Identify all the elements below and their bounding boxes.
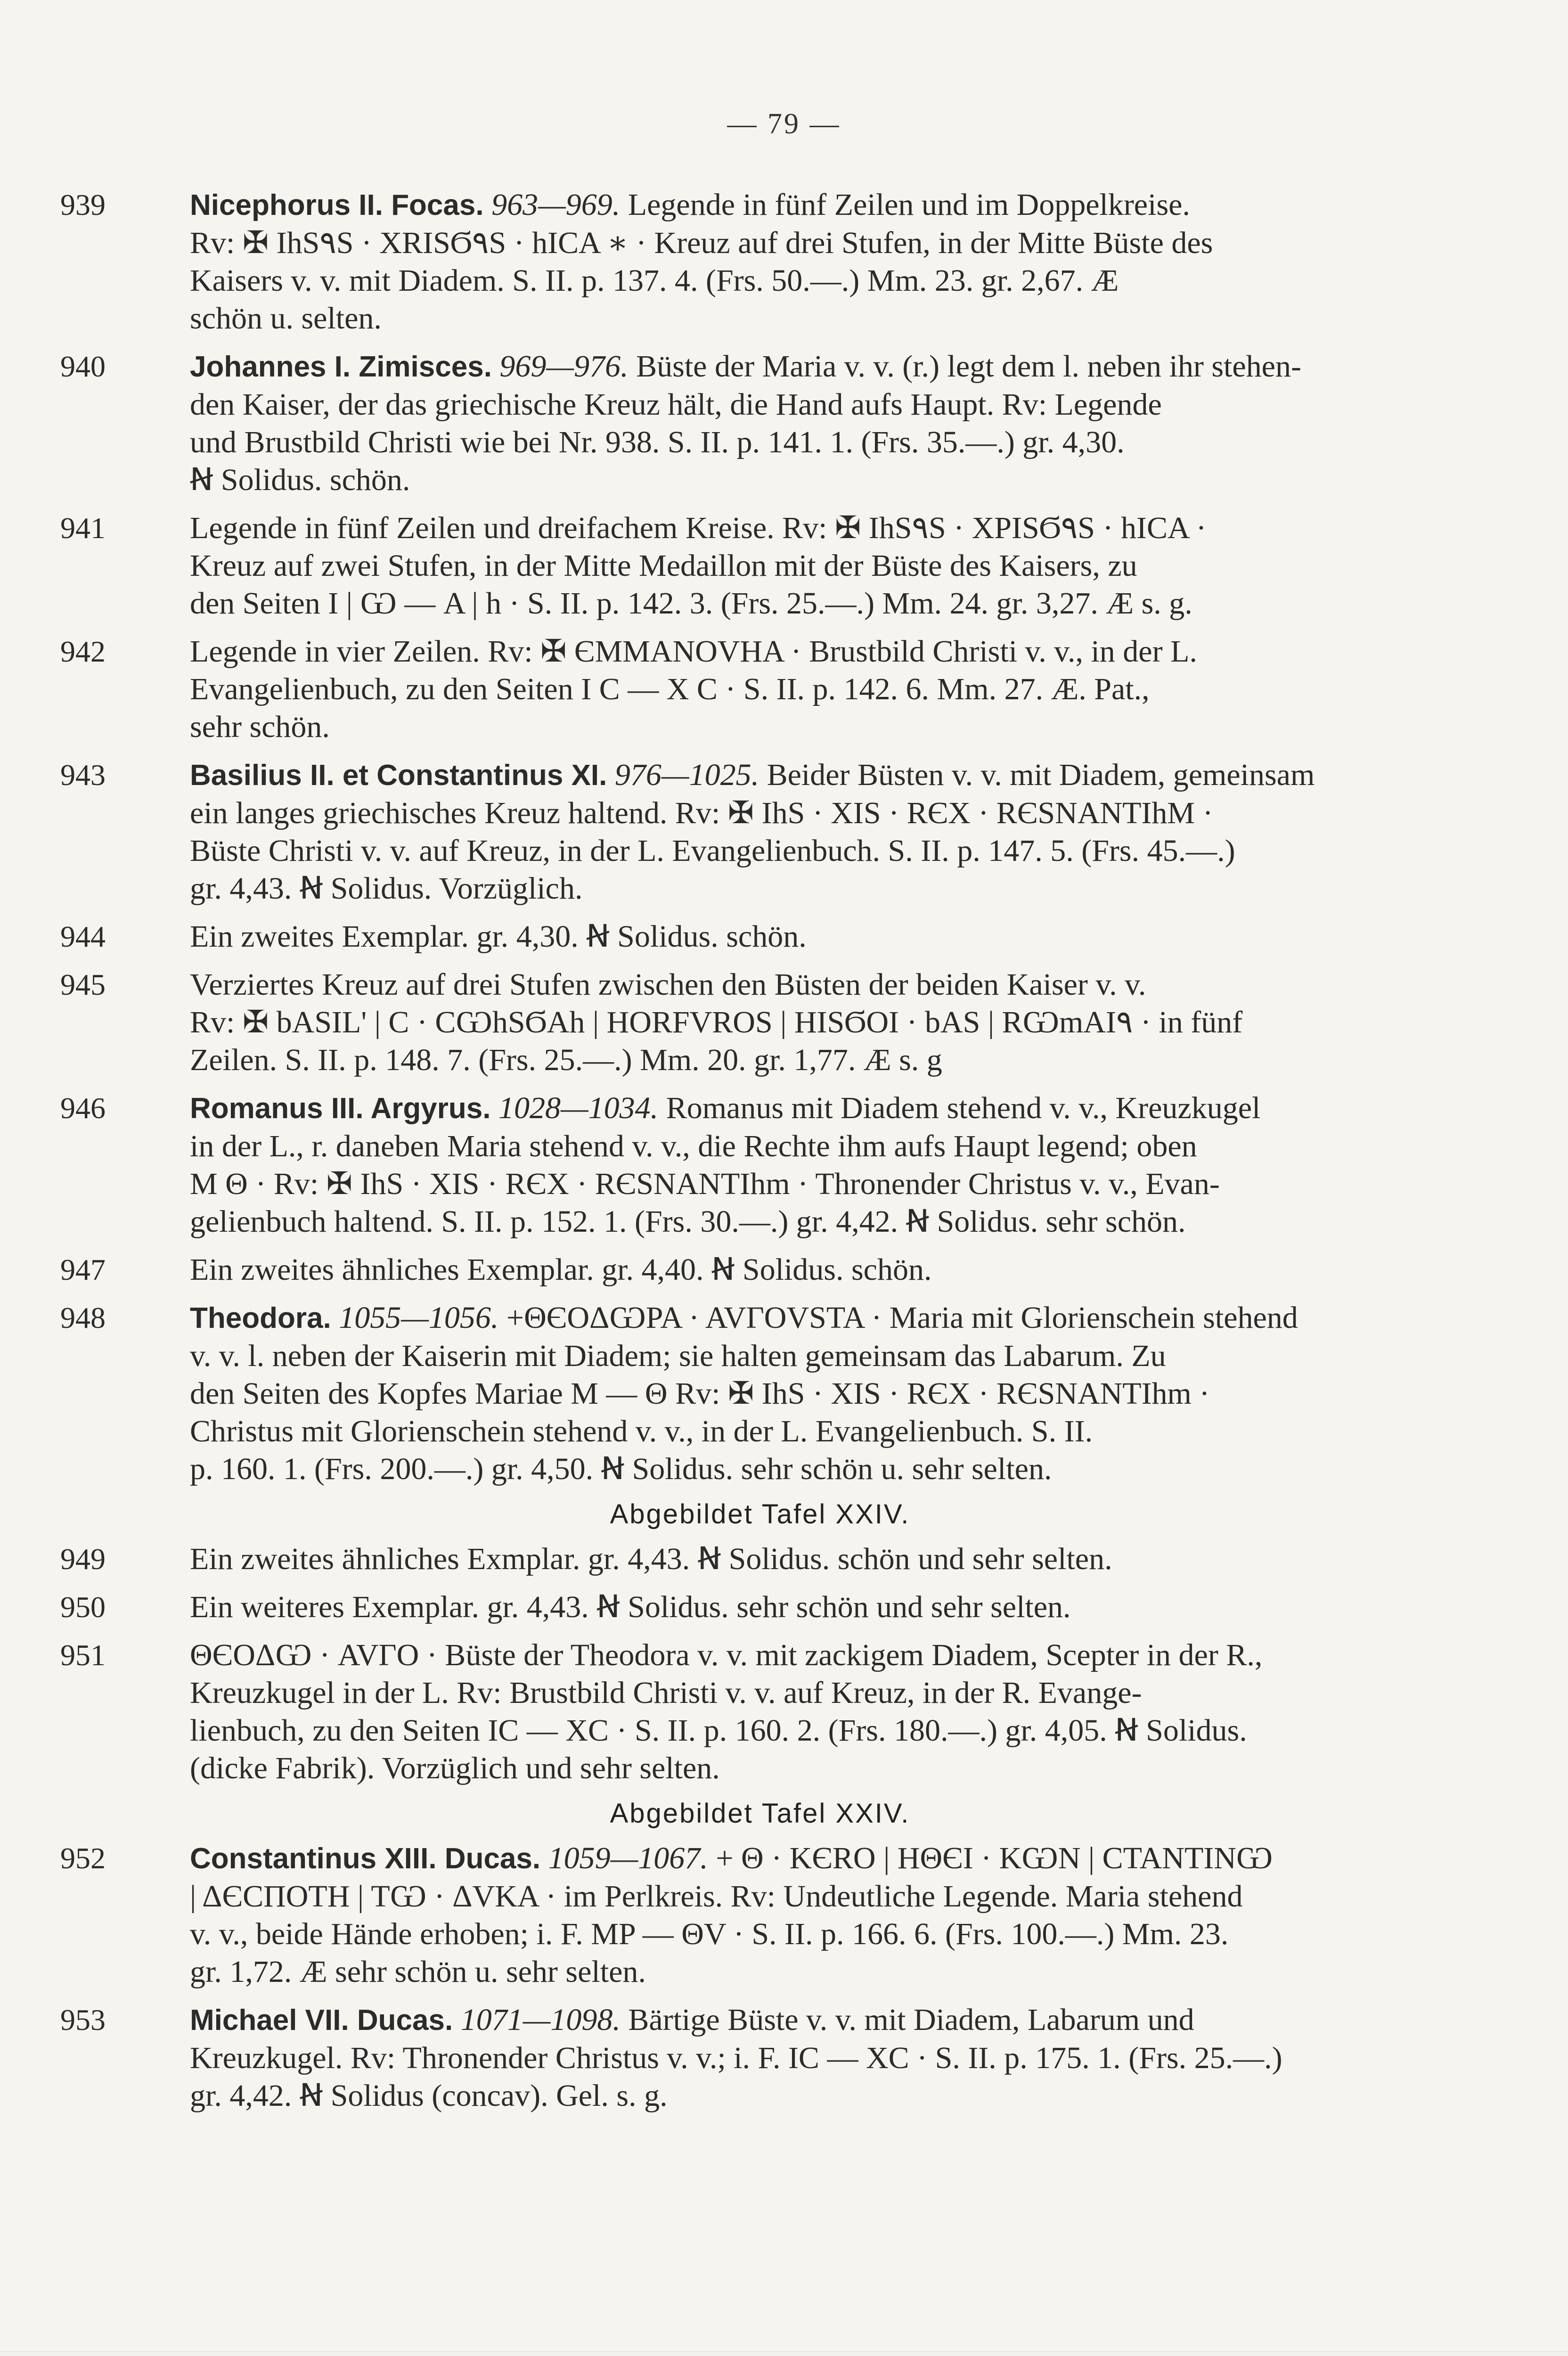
entry-text: [190, 633, 1460, 746]
entry-line-text: lienbuch, zu den Seiten IC — XC · S. II. p. 160. 2. (Frs. 180.—.) gr. 4,05. Ꞥ Solidus.: [190, 1713, 1247, 1748]
ruler-name: Nicephorus II. Focas.: [190, 189, 484, 221]
entry-line: [190, 1540, 1460, 1578]
entry-line: [190, 870, 1460, 908]
entry-line-text: Romanus mit Diadem stehend v. v., Kreuzkugel: [666, 1091, 1261, 1125]
entry-line: [190, 1165, 1460, 1203]
reign-dates: 1071—1098.: [460, 2003, 621, 2037]
entry-line-text: Kaisers v. v. mit Diadem. S. II. p. 137. 4. (Frs. 50.—.) Mm. 23. gr. 2,67. Æ: [190, 263, 1119, 298]
entry-line-text: den Kaiser, der das griechische Kreuz hält, die Hand aufs Haupt. Rv: Legende: [190, 387, 1162, 422]
entry-line-text: M Θ · Rv: ✠ IhS · XIS · RЄX · RЄSNANTIhm · Thronender Christus v. v., Evan-: [190, 1167, 1220, 1201]
reign-dates: 1028—1034.: [498, 1091, 659, 1125]
catalogue-entry: [60, 966, 1460, 1079]
entry-line-text: Kreuzkugel. Rv: Thronender Christus v. v.; i. F. IC — XC · S. II. p. 175. 1. (Frs. 25.—.): [190, 2041, 1282, 2075]
entry-line-text: Beider Büsten v. v. mit Diadem, gemeinsam: [767, 758, 1315, 792]
plate-reference: Abgebildet Tafel XXIV.: [610, 1499, 910, 1530]
entry-line: [190, 1375, 1460, 1413]
entry-line: [190, 2077, 1460, 2115]
entry-line-text: Ꞥ Solidus. schön.: [190, 463, 410, 497]
entry-text: [190, 1840, 1460, 1991]
catalogue-entries: [60, 186, 1460, 2125]
catalogue-entry: [60, 756, 1460, 908]
ruler-name: Basilius II. et Constantinus XI.: [190, 759, 607, 792]
entry-line-text: Christus mit Glorienschein stehend v. v., in der L. Evangelienbuch. S. II.: [190, 1414, 1093, 1448]
catalogue-entry: [60, 1299, 1460, 1488]
reign-dates: 1055—1056.: [339, 1301, 499, 1335]
entry-text: [190, 509, 1460, 622]
ruler-name: Theodora.: [190, 1302, 331, 1334]
entry-line-text: den Seiten I | Ѡ — A | h · S. II. p. 142. 3. (Frs. 25.—.) Mm. 24. gr. 3,27. Æ s. g.: [190, 586, 1192, 621]
entry-line-text: in der L., r. daneben Maria stehend v. v., die Rechte ihm aufs Haupt legend; oben: [190, 1129, 1197, 1163]
entry-text: [190, 918, 1460, 956]
entry-line: [190, 1089, 1460, 1128]
entry-line: [190, 918, 1460, 956]
entry-line: [190, 1004, 1460, 1041]
entry-number: 940: [60, 350, 106, 383]
entry-line: [190, 708, 1460, 746]
entry-line: [190, 1674, 1460, 1712]
ruler-name: Johannes I. Zimisces.: [190, 351, 492, 383]
entry-line-text: ein langes griechisches Kreuz haltend. Rv: ✠ IhS · XIS · RЄX · RЄSNANTIhM ·: [190, 796, 1213, 830]
entry-line: [190, 832, 1460, 870]
reign-dates: 1059—1067.: [548, 1841, 708, 1875]
entry-line-text: | ΔЄCΠOTH | TѠ · ΔVKA · im Perlkreis. Rv: Undeutliche Legende. Maria stehend: [190, 1879, 1243, 1914]
entry-line: [190, 1337, 1460, 1375]
entry-line-text: Büste Christi v. v. auf Kreuz, in der L. Evangelienbuch. S. II. p. 147. 5. (Frs. 45.—.): [190, 834, 1235, 868]
entry-line-text: Ein zweites ähnliches Exmplar. gr. 4,43. Ꞥ Solidus. schön und sehr selten.: [190, 1542, 1112, 1576]
catalogue-entry: [60, 1089, 1460, 1241]
catalogue-entry: [60, 186, 1460, 337]
entry-line-text: +ΘЄOΔѠPA · AVΓOVSTA · Maria mit Glorienschein stehend: [506, 1301, 1298, 1335]
entry-line: [190, 756, 1460, 794]
entry-line: [190, 1915, 1460, 1953]
entry-text: [190, 1636, 1460, 1787]
entry-line: [190, 186, 1460, 224]
catalogue-entry: [60, 1588, 1460, 1626]
entry-line: [190, 224, 1460, 262]
entry-number: 949: [60, 1542, 106, 1576]
entry-line: [190, 1712, 1460, 1750]
entry-line-text: Legende in fünf Zeilen und dreifachem Kreise. Rv: ✠ IhS٩S · XPISϬ٩S · hICA ·: [190, 511, 1207, 545]
entry-line: [190, 633, 1460, 671]
entry-line-text: v. v. l. neben der Kaiserin mit Diadem; sie halten gemeinsam das Labarum. Zu: [190, 1339, 1166, 1373]
entry-line-text: Kreuz auf zwei Stufen, in der Mitte Medaillon mit der Büste des Kaisers, zu: [190, 548, 1137, 583]
catalogue-entry: [60, 1636, 1460, 1787]
entry-text: [190, 966, 1460, 1079]
entry-line-text: sehr schön.: [190, 710, 330, 744]
entry-line: [190, 348, 1460, 386]
entry-line-text: Zeilen. S. II. p. 148. 7. (Frs. 25.—.) Mm. 20. gr. 1,77. Æ s. g: [190, 1043, 942, 1077]
entry-number: 939: [60, 188, 106, 221]
entry-number: 951: [60, 1638, 106, 1672]
entry-line: [190, 1450, 1460, 1488]
entry-line-text: Legende in fünf Zeilen und im Doppelkreise.: [628, 188, 1190, 222]
entry-line: [190, 300, 1460, 337]
entry-line-text: v. v., beide Hände erhoben; i. F. MP — ΘV · S. II. p. 166. 6. (Frs. 100.—.) Mm. 23.: [190, 1917, 1229, 1951]
entry-number: 947: [60, 1253, 106, 1286]
entry-number: 942: [60, 635, 106, 668]
entry-line: [190, 386, 1460, 424]
entry-line-text: p. 160. 1. (Frs. 200.—.) gr. 4,50. Ꞥ Solidus. sehr schön u. sehr selten.: [190, 1452, 1052, 1486]
entry-line: [190, 1413, 1460, 1450]
entry-number: 948: [60, 1301, 106, 1334]
entry-number: 946: [60, 1091, 106, 1125]
entry-line: [190, 1840, 1460, 1878]
entry-line-text: Rv: ✠ bASIL' | C · CѠhSϬAh | HORFVROS | HISϬOI · bAS | RѠmAI٩ · in fünf: [190, 1005, 1243, 1039]
entry-line-text: gr. 1,72. Æ sehr schön u. sehr selten.: [190, 1955, 646, 1989]
entry-line-text: gelienbuch haltend. S. II. p. 152. 1. (Frs. 30.—.) gr. 4,42. Ꞥ Solidus. sehr schön.: [190, 1204, 1186, 1239]
entry-line-text: Evangelienbuch, zu den Seiten I C — X C · S. II. p. 142. 6. Mm. 27. Æ. Pat.,: [190, 672, 1150, 706]
catalogue-entry: [60, 2001, 1460, 2115]
entry-text: [190, 756, 1460, 908]
entry-text: [190, 186, 1460, 337]
catalogue-entry: [60, 633, 1460, 746]
entry-number: 941: [60, 511, 106, 545]
entry-line: [190, 424, 1460, 461]
entry-line: [190, 1041, 1460, 1079]
entry-line: [190, 547, 1460, 585]
entry-line-text: Büste der Maria v. v. (r.) legt dem l. neben ihr stehen-: [636, 349, 1301, 384]
entry-line: [190, 1636, 1460, 1674]
entry-line-text: schön u. selten.: [190, 301, 382, 335]
viewer-footer: [0, 2351, 1568, 2356]
entry-line: [190, 1299, 1460, 1337]
entry-line: [190, 461, 1460, 499]
entry-number: 953: [60, 2003, 106, 2037]
entry-line: [190, 1128, 1460, 1165]
catalogue-entry: [60, 1251, 1460, 1289]
catalogue-entry: [60, 918, 1460, 956]
entry-line: [190, 671, 1460, 708]
entry-line-text: Legende in vier Zeilen. Rv: ✠ ЄMMANOVHA · Brustbild Christi v. v., in der L.: [190, 634, 1197, 669]
entry-line-text: Ein weiteres Exemplar. gr. 4,43. Ꞥ Solidus. sehr schön und sehr selten.: [190, 1590, 1071, 1624]
entry-line-text: gr. 4,43. Ꞥ Solidus. Vorzüglich.: [190, 871, 583, 906]
entry-text: [190, 1299, 1460, 1488]
ruler-name: Romanus III. Argyrus.: [190, 1092, 491, 1125]
entry-line-text: Rv: ✠ IhS٩S · XRISϬ٩S · hICA ∗ · Kreuz auf drei Stufen, in der Mitte Büste des: [190, 226, 1213, 260]
entry-line-text: + Θ · KЄRO | HΘЄI · KѠN | CTANTINѠ: [716, 1841, 1273, 1875]
entry-number: 945: [60, 968, 106, 1001]
entry-line: [190, 1953, 1460, 1991]
reign-dates: 976—1025.: [614, 758, 760, 792]
entry-line: [190, 509, 1460, 547]
entry-line: [190, 1750, 1460, 1787]
catalogue-entry: [60, 348, 1460, 499]
entry-number: 952: [60, 1841, 106, 1875]
ruler-name: Constantinus XIII. Ducas.: [190, 1842, 541, 1875]
entry-text: [190, 1251, 1460, 1289]
catalogue-entry: [60, 1540, 1460, 1578]
reign-dates: 963—969.: [491, 188, 621, 222]
entry-line: [190, 966, 1460, 1004]
catalogue-entry: [60, 1840, 1460, 1991]
entry-line: [190, 585, 1460, 622]
page-number: — 79 —: [727, 108, 841, 140]
entry-line: [190, 1251, 1460, 1289]
entry-line-text: gr. 4,42. Ꞥ Solidus (concav). Gel. s. g.: [190, 2078, 668, 2113]
entry-line-text: Ein zweites ähnliches Exemplar. gr. 4,40. Ꞥ Solidus. schön.: [190, 1252, 932, 1287]
entry-number: 944: [60, 920, 106, 953]
entry-text: [190, 1089, 1460, 1241]
ruler-name: Michael VII. Ducas.: [190, 2004, 453, 2037]
entry-line-text: den Seiten des Kopfes Mariae M — Θ Rv: ✠ IhS · XIS · RЄX · RЄSNANTIhm ·: [190, 1376, 1210, 1411]
entry-line: [190, 1878, 1460, 1915]
entry-line-text: Verziertes Kreuz auf drei Stufen zwischen den Büsten der beiden Kaiser v. v.: [190, 967, 1146, 1002]
reign-dates: 969—976.: [499, 349, 629, 384]
entry-line: [190, 794, 1460, 832]
catalogue-entry: [60, 509, 1460, 622]
entry-line: [190, 2039, 1460, 2077]
entry-line: [190, 1588, 1460, 1626]
entry-line: [190, 1203, 1460, 1241]
entry-number: 950: [60, 1590, 106, 1624]
entry-line-text: (dicke Fabrik). Vorzüglich und sehr selten.: [190, 1751, 720, 1785]
entry-line-text: ΘЄOΔѠ · AVΓO · Büste der Theodora v. v. mit zackigem Diadem, Scepter in der R.,: [190, 1638, 1263, 1672]
entry-line-text: und Brustbild Christi wie bei Nr. 938. S. II. p. 141. 1. (Frs. 35.—.) gr. 4,30.: [190, 425, 1125, 459]
entry-line-text: Bärtige Büste v. v. mit Diadem, Labarum und: [628, 2003, 1194, 2037]
entry-line-text: Kreuzkugel in der L. Rv: Brustbild Christi v. v. auf Kreuz, in der R. Evange-: [190, 1676, 1142, 1710]
entry-line: [190, 2001, 1460, 2039]
entry-text: [190, 348, 1460, 499]
entry-text: [190, 1588, 1460, 1626]
entry-text: [190, 2001, 1460, 2115]
entry-text: [190, 1540, 1460, 1578]
entry-number: 943: [60, 758, 106, 792]
plate-reference: Abgebildet Tafel XXIV.: [610, 1798, 910, 1829]
entry-line-text: Ein zweites Exemplar. gr. 4,30. Ꞥ Solidus. schön.: [190, 919, 807, 954]
entry-line: [190, 262, 1460, 300]
